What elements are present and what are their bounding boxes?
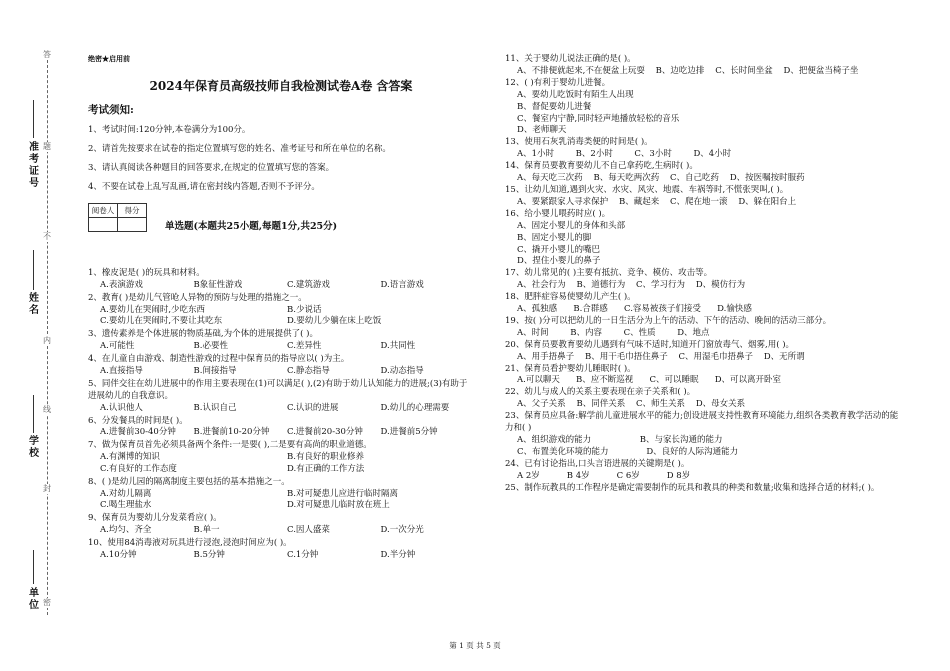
- question-stem: 9、保育员为婴幼儿分发菜肴应( )。: [88, 513, 222, 524]
- answer-option[interactable]: D.要幼儿少躺在床上吃饭: [287, 316, 382, 327]
- options-row: [88, 427, 474, 439]
- answer-option[interactable]: C、撬开小婴儿的嘴巴: [517, 244, 601, 255]
- question-item: [505, 459, 905, 483]
- question-stem: 7、做为保育员首先必须具备两个条件:一是要( ),二是要有高尚的职业道德。: [88, 440, 372, 451]
- answer-option[interactable]: A.认识他人: [100, 402, 143, 413]
- answer-option[interactable]: B象征性游戏: [193, 279, 243, 290]
- question-stem: 18、肥胖症容易使婴幼儿产生( )。: [505, 292, 636, 303]
- answer-option[interactable]: B.间接指导: [193, 365, 237, 376]
- school-label: 学校: [29, 436, 39, 459]
- answer-option[interactable]: A、固定小婴儿的身体和头部: [517, 220, 626, 231]
- answer-option[interactable]: D.共同性: [380, 341, 416, 352]
- answer-option[interactable]: B.必要性: [193, 341, 228, 352]
- exam-number-label: 准考证号: [29, 142, 39, 189]
- question-item: [505, 340, 905, 364]
- answer-option[interactable]: C、布置美化环境的能力 D、良好的人际沟通能力: [517, 446, 739, 457]
- cut-mark: 题: [40, 142, 54, 152]
- question-stem: 20、保育员要教育要幼儿遇到有气味不适时,知道开门窗放毒气、烟雾,用( )。: [505, 339, 795, 350]
- answer-option[interactable]: D.语言游戏: [380, 279, 424, 290]
- answer-option[interactable]: A、1小时 B、2小时 C、3小时 D、4小时: [517, 149, 732, 160]
- question-item: [505, 292, 905, 316]
- question-stem: 14、保育员要教育要幼儿不自己拿药吃,生病时( )。: [505, 161, 698, 172]
- answer-option[interactable]: A.表演游戏: [100, 279, 143, 290]
- answer-option[interactable]: B.有良好的职业修养: [287, 452, 364, 463]
- reviewer-header: 阅卷人: [89, 204, 118, 218]
- answer-option[interactable]: A.可以聊天 B、应不断巡视 C、可以睡眠 D、可以离开卧室: [517, 375, 782, 386]
- unit-field[interactable]: [33, 550, 46, 584]
- school-field[interactable]: [33, 395, 46, 433]
- answer-option[interactable]: B.对可疑患儿应进行临时隔离: [287, 488, 398, 499]
- question-stem: 19、按( )分可以把幼儿的一日生活分为上午的活动、下午的活动、晚间的活动三部分。: [505, 315, 832, 326]
- options-row: [88, 403, 474, 415]
- question-item: [505, 209, 905, 269]
- question-stem: 25、制作玩教具的工作程序是确定需要制作的玩具和教具的种类和数量;收集和选择合适的材料;( )。: [505, 482, 880, 493]
- answer-option[interactable]: C.静态指导: [287, 365, 330, 376]
- question-stem: 6、分发餐具的时间是( )。: [88, 415, 188, 426]
- cut-mark: 封: [40, 484, 54, 494]
- answer-option[interactable]: D.半分钟: [380, 550, 416, 561]
- question-stem: 2、教育( )是幼儿气管呛人异物的预防与处理的措施之一。: [88, 292, 307, 303]
- question-item: [88, 477, 474, 512]
- question-stem: 22、幼儿与成人的关系主要表现在亲子关系和( )。: [505, 387, 696, 398]
- answer-option[interactable]: C、餐室内宁静,同时轻声地播放轻松的音乐: [517, 113, 680, 124]
- answer-option[interactable]: B.5分钟: [193, 550, 225, 561]
- answer-option[interactable]: D.一次分光: [380, 525, 424, 536]
- answer-option[interactable]: A、社会行为 B、道德行为 C、学习行为 D、模仿行为: [517, 280, 746, 291]
- score-header: 得分: [118, 204, 147, 218]
- question-item: [88, 379, 474, 414]
- question-stem: 13、使用石灰乳消毒类便的时间是( )。: [505, 137, 653, 148]
- cut-mark: 线: [40, 405, 54, 415]
- question-stem: 11、关于婴幼儿说法正确的是( )。: [505, 54, 636, 64]
- question-stem: 17、幼儿常见的( )主要有抵抗、竞争、模仿、攻击等。: [505, 268, 713, 279]
- notes-heading: 考试须知:: [88, 104, 134, 116]
- answer-option[interactable]: A、每天吃三次药 B、每天吃两次药 C、自己吃药 D、按医嘱按时服药: [517, 173, 805, 184]
- answer-option[interactable]: A、要紧跟家人寻求保护 B、藏起来 C、爬在地一滚 D、躲在阳台上: [517, 196, 797, 207]
- answer-option[interactable]: A、要幼儿吃饭时有陌生人出现: [517, 89, 634, 100]
- answer-option[interactable]: A.10分钟: [100, 550, 137, 561]
- question-item: [88, 293, 474, 328]
- note-item: 2、请首先按要求在试卷的指定位置填写您的姓名、准考证号和所在单位的名称。: [88, 144, 391, 154]
- question-stem: 1、橡皮泥是( )的玩具和材料。: [88, 268, 205, 278]
- page-footer: 第 1 页 共 5 页: [449, 641, 501, 650]
- section-title: 单选题(本题共25小题,每题1分,共25分): [165, 221, 338, 232]
- answer-option[interactable]: B、督促要幼儿进餐: [517, 101, 592, 112]
- answer-option[interactable]: D、老师聊天: [517, 125, 567, 136]
- left-column: [88, 54, 474, 563]
- secret-label: 绝密★启用前: [88, 54, 130, 63]
- question-item: [505, 161, 905, 185]
- question-item: [505, 387, 905, 411]
- answer-option[interactable]: B.单一: [193, 525, 220, 536]
- question-item: [88, 538, 474, 562]
- answer-option[interactable]: A、时间 B、内容 C、性质 D、地点: [517, 327, 710, 338]
- question-item: [505, 137, 905, 161]
- question-item: [88, 513, 474, 537]
- answer-option[interactable]: A.要幼儿在哭闹时,少吃东西: [100, 304, 206, 315]
- cut-mark: 答: [40, 50, 54, 60]
- question-item: [88, 329, 474, 353]
- question-stem: 3、遗传素养是个体进展的物质基础,为个体的进展提供了( )。: [88, 329, 318, 340]
- answer-option[interactable]: B.少说话: [287, 304, 322, 315]
- question-item: [505, 268, 905, 292]
- seal-line: [47, 55, 48, 615]
- options-row: [88, 452, 474, 476]
- question-stem: 15、让幼儿知道,遇到火灾、水灾、风灾、地震、车祸等时,不慌张哭叫,( )。: [505, 184, 789, 195]
- answer-option[interactable]: A、孤独感 B.合群感 C.容易被孩子们接受 D.愉快感: [517, 304, 752, 315]
- answer-option[interactable]: C.认识的进展: [287, 402, 339, 413]
- score-table: [88, 203, 147, 232]
- name-label: 姓名: [29, 293, 39, 316]
- right-question-list: [505, 54, 905, 495]
- answer-option[interactable]: D.幼儿的心理需要: [380, 402, 450, 413]
- answer-option[interactable]: A、用手捂鼻子 B、用干毛巾捂住鼻子 C、用湿毛巾捂鼻子 D、无所谓: [517, 351, 805, 362]
- answer-option[interactable]: D、捏住小婴儿的鼻子: [517, 256, 601, 267]
- answer-option[interactable]: C.1分钟: [287, 550, 319, 561]
- right-column: [505, 54, 905, 495]
- options-row: [88, 305, 474, 329]
- question-item: [505, 483, 905, 495]
- answer-option[interactable]: A、父子关系 B、同伴关系 C、师生关系 D、母女关系: [517, 399, 746, 410]
- answer-option[interactable]: B.认识自己: [193, 402, 237, 413]
- question-item: [88, 416, 474, 440]
- question-item: [505, 316, 905, 340]
- left-question-list: [88, 268, 474, 562]
- answer-option[interactable]: C.差异性: [287, 341, 322, 352]
- reviewer-cell[interactable]: [89, 218, 118, 232]
- answer-option[interactable]: B、固定小婴儿的脚: [517, 232, 592, 243]
- answer-option[interactable]: D.对可疑患儿临时放在班上: [287, 500, 390, 511]
- answer-option[interactable]: B.进餐前10-20分钟: [193, 427, 270, 438]
- page-title: 2024年保育员高级技师自我检测试卷A卷 含答案: [149, 79, 413, 93]
- question-stem: 24、已有讨论指出,口头言语进展的关键期是( )。: [505, 458, 690, 469]
- options-row: [88, 341, 474, 353]
- answer-option[interactable]: A.可能性: [100, 341, 135, 352]
- question-item: [88, 440, 474, 475]
- answer-option[interactable]: D.进餐前5分钟: [380, 427, 438, 438]
- answer-option[interactable]: A.直接指导: [100, 365, 143, 376]
- question-stem: 8、( )是幼儿园的隔离制度主要包括的基本措施之一。: [88, 476, 290, 487]
- question-stem: 23、保育员应具备:解学前儿童进展水平的能力;创设进展支持性教育环境能力,组织各类教育教学活动的能力和( ): [505, 411, 899, 434]
- answer-option[interactable]: A、不排便就起来,不在便盆上玩耍 B、边吃边排 C、长时间坐盆 D、把便盆当椅子坐: [517, 65, 859, 76]
- answer-option[interactable]: C.进餐前20-30分钟: [287, 427, 363, 438]
- exam-number-field[interactable]: [33, 100, 46, 138]
- question-stem: 4、在儿童自由游戏、制造性游戏的过程中保育员的指导应以( )为主。: [88, 354, 350, 365]
- answer-option[interactable]: A、组织游戏的能力 B、与家长沟通的能力: [517, 435, 723, 445]
- notes-list: [88, 121, 474, 197]
- options-row: [88, 525, 474, 537]
- question-item: [88, 268, 474, 292]
- unit-label: 单位: [29, 588, 39, 611]
- note-item: 3、请认真阅读各种题目的回答要求,在规定的位置填写您的答案。: [88, 163, 335, 173]
- answer-option[interactable]: A.进餐前30-40分钟: [100, 427, 176, 438]
- binding-margin: [0, 0, 72, 671]
- answer-option[interactable]: C.喝生理盐水: [100, 500, 152, 511]
- cut-mark: 内: [40, 336, 54, 346]
- question-item: [505, 54, 905, 78]
- cut-mark: 不: [40, 232, 54, 242]
- answer-option[interactable]: C.因人盛菜: [287, 525, 330, 536]
- name-field[interactable]: [33, 250, 46, 290]
- answer-option[interactable]: A 2岁 B 4岁 C 6岁 D 8岁: [517, 470, 691, 481]
- question-stem: 12、( )有利于婴幼儿进餐。: [505, 77, 611, 88]
- question-stem: 16、给小婴儿喂药时应( )。: [505, 208, 611, 219]
- question-item: [505, 364, 905, 388]
- question-stem: 10、使用84消毒液对玩具进行浸泡,浸泡时间应为( )。: [88, 538, 292, 549]
- options-row: [88, 366, 474, 378]
- question-item: [88, 354, 474, 378]
- options-row: [88, 280, 474, 292]
- note-item: 4、不要在试卷上乱写乱画,请在密封线内答题,否则不予评分。: [88, 182, 320, 192]
- answer-option[interactable]: C.有良好的工作态度: [100, 463, 177, 474]
- question-item: [505, 185, 905, 209]
- answer-option[interactable]: C.要幼儿在哭闹时,不要让其吃东: [100, 316, 223, 327]
- answer-option[interactable]: A.有渊博的知识: [100, 452, 160, 463]
- question-stem: 21、保育员看护婴幼儿睡眠时( )。: [505, 363, 636, 374]
- question-item: [505, 411, 905, 459]
- question-stem: 5、同伴交往在幼儿进展中的作用主要表现在(1)可以满足( ),(2)有助于幼儿认知能力的进展;(3)有助于进展幼儿的自我意识。: [88, 378, 468, 401]
- answer-option[interactable]: A.均匀、齐全: [100, 525, 152, 536]
- answer-option[interactable]: D.动态指导: [380, 365, 424, 376]
- score-cell[interactable]: [118, 218, 147, 232]
- question-item: [505, 78, 905, 138]
- answer-option[interactable]: A.对幼儿隔离: [100, 488, 152, 499]
- cut-mark: 密: [40, 598, 54, 608]
- answer-option[interactable]: D.有正确的工作方法: [287, 463, 365, 474]
- note-item: 1、考试时间:120分钟,本卷满分为100分。: [88, 125, 251, 135]
- options-row: [88, 550, 474, 562]
- options-row: [88, 489, 474, 513]
- answer-option[interactable]: C.建筑游戏: [287, 279, 330, 290]
